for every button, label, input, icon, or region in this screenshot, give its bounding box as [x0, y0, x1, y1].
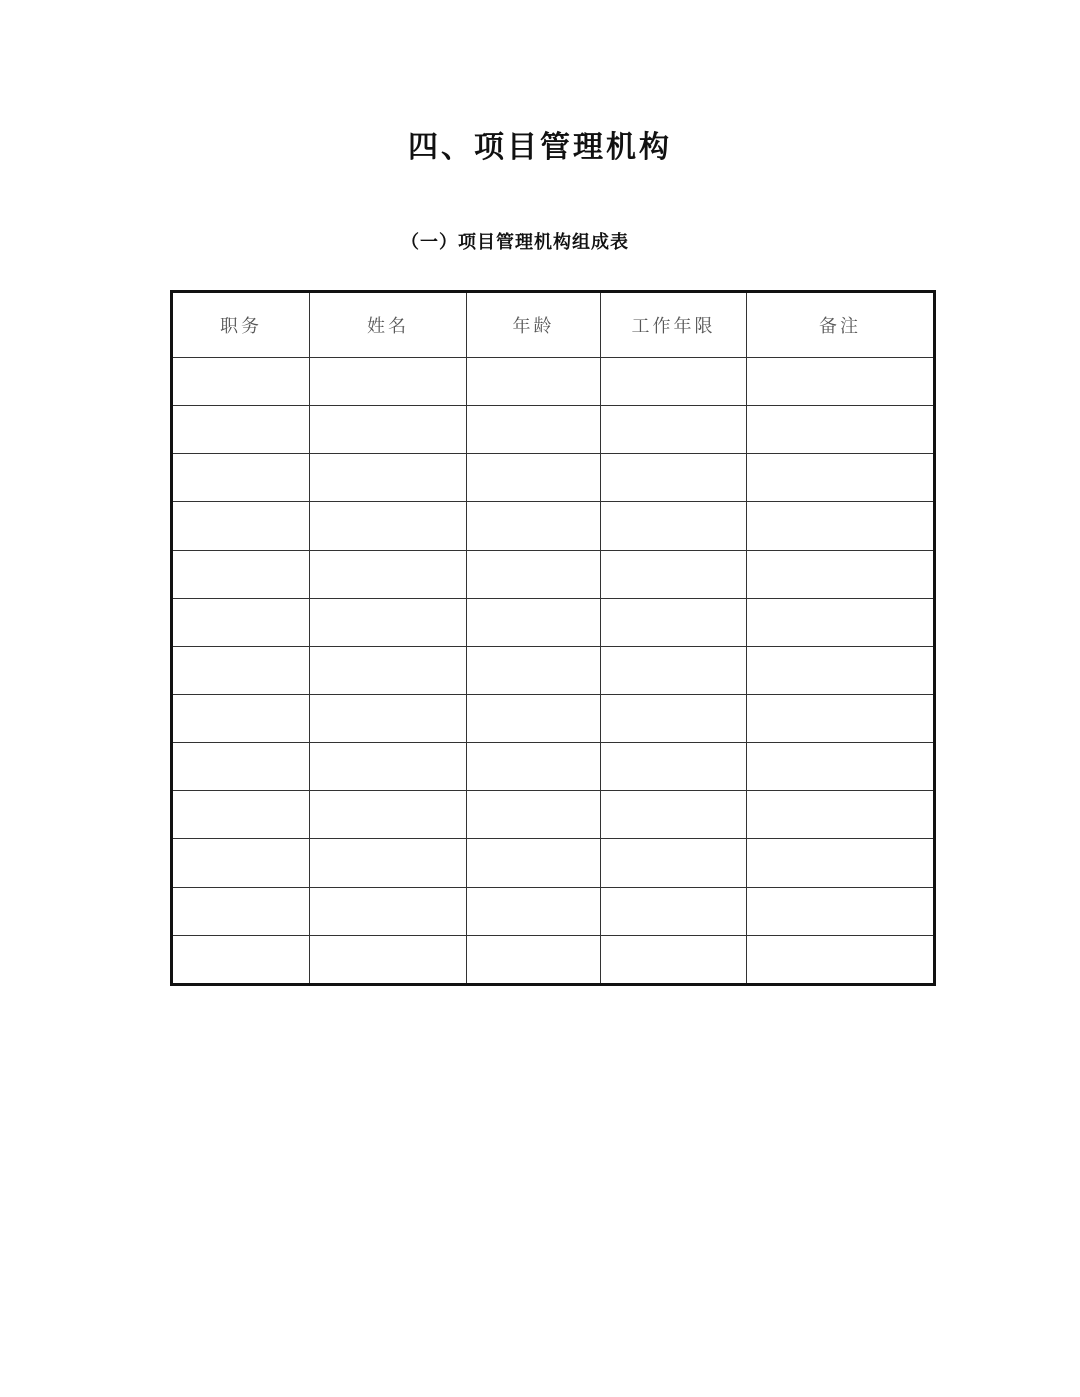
table-cell-position — [172, 358, 310, 406]
table-cell-position — [172, 646, 310, 694]
table-cell-age — [467, 694, 601, 742]
table-cell-years-of-work — [601, 839, 747, 887]
table-row — [172, 646, 935, 694]
table-body — [172, 358, 935, 985]
table-cell-name — [310, 887, 467, 935]
table-cell-name — [310, 454, 467, 502]
table-cell-years-of-work — [601, 358, 747, 406]
table-cell-position — [172, 598, 310, 646]
table-cell-years-of-work — [601, 598, 747, 646]
table-cell-age — [467, 743, 601, 791]
table-cell-remarks — [747, 839, 935, 887]
table-row — [172, 839, 935, 887]
table-cell-age — [467, 454, 601, 502]
org-structure-table — [170, 290, 936, 986]
table-cell-years-of-work — [601, 550, 747, 598]
page-title: 四、项目管理机构 — [408, 130, 672, 165]
table-cell-position — [172, 454, 310, 502]
table-row — [172, 406, 935, 454]
table-cell-position — [172, 935, 310, 984]
table-cell-years-of-work — [601, 935, 747, 984]
table-cell-age — [467, 839, 601, 887]
table-cell-position — [172, 406, 310, 454]
table-row — [172, 358, 935, 406]
header-name: 姓名 — [310, 292, 467, 358]
table-cell-position — [172, 550, 310, 598]
table-cell-remarks — [747, 550, 935, 598]
table-row — [172, 502, 935, 550]
table-cell-years-of-work — [601, 694, 747, 742]
table-cell-years-of-work — [601, 502, 747, 550]
table-cell-position — [172, 887, 310, 935]
table-cell-position — [172, 839, 310, 887]
table-cell-years-of-work — [601, 646, 747, 694]
table-cell-remarks — [747, 406, 935, 454]
table-cell-age — [467, 887, 601, 935]
table-cell-name — [310, 839, 467, 887]
table-cell-age — [467, 406, 601, 454]
table-cell-name — [310, 358, 467, 406]
table-cell-name — [310, 598, 467, 646]
table-row — [172, 454, 935, 502]
table-cell-name — [310, 646, 467, 694]
table-cell-remarks — [747, 743, 935, 791]
table-cell-remarks — [747, 358, 935, 406]
table-cell-remarks — [747, 935, 935, 984]
table-cell-name — [310, 694, 467, 742]
table-cell-remarks — [747, 502, 935, 550]
table-cell-name — [310, 791, 467, 839]
table-row — [172, 935, 935, 984]
table-cell-position — [172, 502, 310, 550]
header-remarks: 备注 — [747, 292, 935, 358]
table-cell-name — [310, 743, 467, 791]
table-cell-age — [467, 550, 601, 598]
table-row — [172, 598, 935, 646]
table-row — [172, 550, 935, 598]
table-cell-position — [172, 743, 310, 791]
table-cell-remarks — [747, 887, 935, 935]
table-cell-remarks — [747, 454, 935, 502]
table-cell-age — [467, 935, 601, 984]
table-cell-age — [467, 791, 601, 839]
table-cell-age — [467, 646, 601, 694]
table-cell-years-of-work — [601, 743, 747, 791]
table-row — [172, 791, 935, 839]
table-cell-position — [172, 694, 310, 742]
table-row — [172, 887, 935, 935]
table-caption: （一）项目管理机构组成表 — [401, 232, 629, 253]
table-cell-years-of-work — [601, 454, 747, 502]
table-cell-years-of-work — [601, 406, 747, 454]
table-cell-remarks — [747, 694, 935, 742]
table-cell-name — [310, 502, 467, 550]
table-cell-name — [310, 406, 467, 454]
table-row — [172, 743, 935, 791]
header-years-of-work: 工作年限 — [601, 292, 747, 358]
table-cell-position — [172, 791, 310, 839]
table-cell-name — [310, 935, 467, 984]
table-cell-remarks — [747, 646, 935, 694]
table-header-row — [172, 292, 935, 358]
table-row — [172, 694, 935, 742]
table-cell-years-of-work — [601, 791, 747, 839]
table-cell-age — [467, 502, 601, 550]
table-cell-age — [467, 358, 601, 406]
table-cell-years-of-work — [601, 887, 747, 935]
header-age: 年龄 — [467, 292, 601, 358]
table-cell-name — [310, 550, 467, 598]
table-cell-remarks — [747, 598, 935, 646]
table-cell-remarks — [747, 791, 935, 839]
table-cell-age — [467, 598, 601, 646]
header-position: 职务 — [172, 292, 310, 358]
